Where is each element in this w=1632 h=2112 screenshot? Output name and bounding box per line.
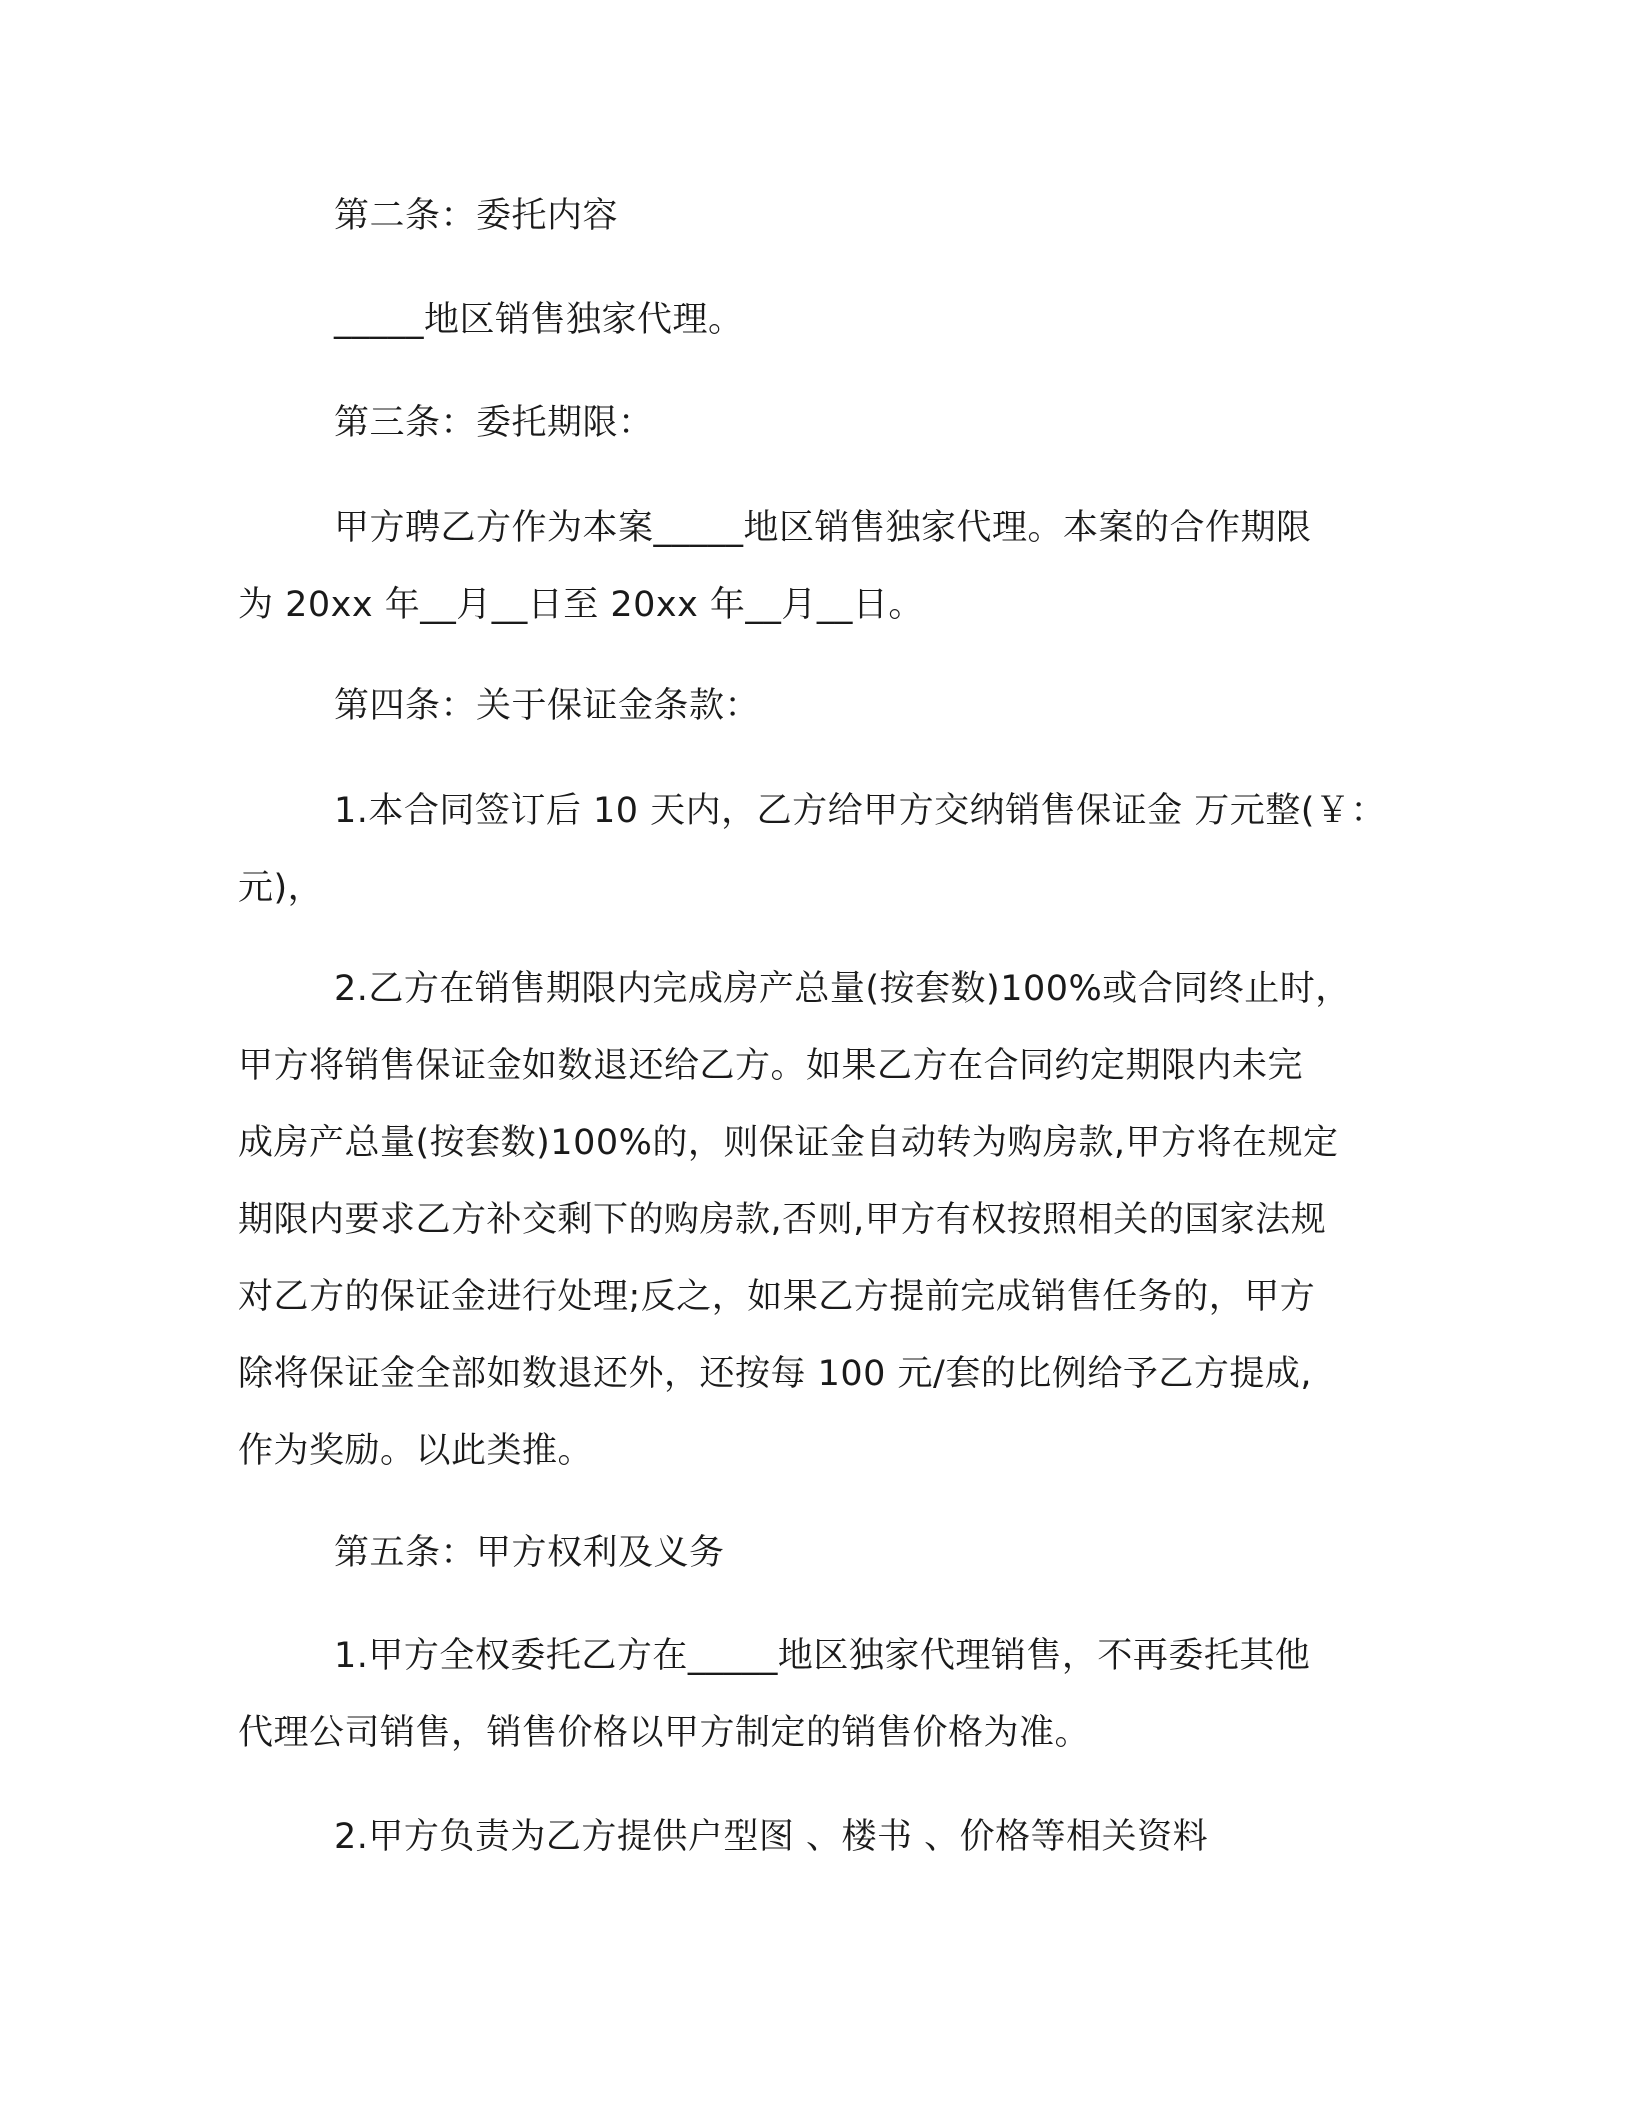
text-line: 第三条：委托期限： (334, 403, 654, 443)
article5-item1 (238, 1618, 1408, 1772)
text-line: 1.本合同签订后 10 天内，乙方给甲方交纳销售保证金 万元整(￥： (334, 791, 1386, 831)
text-line: 第二条：委托内容 (334, 196, 619, 236)
article3-heading (238, 385, 1408, 462)
article3-body (238, 490, 1408, 644)
text-line: 2.甲方负责为乙方提供户型图 、楼书 、价格等相关资料 (334, 1817, 1209, 1857)
text-line: 甲方将销售保证金如数退还给乙方。如果乙方在合同约定期限内未完 (238, 1046, 1304, 1086)
text-line: 第五条：甲方权利及义务 (334, 1533, 725, 1573)
text-line: 除将保证金全部如数退还外，还按每 100 元/套的比例给予乙方提成, (238, 1354, 1312, 1394)
article5-heading (238, 1515, 1408, 1592)
article2-body (238, 282, 1408, 359)
article4-heading (238, 668, 1408, 745)
text-line: 2.乙方在销售期限内完成房产总量(按套数)100%或合同终止时， (334, 969, 1351, 1009)
article5-item2 (238, 1799, 1408, 1876)
text-line: 对乙方的保证金进行处理;反之，如果乙方提前完成销售任务的，甲方 (238, 1277, 1316, 1317)
article2-heading (238, 178, 1408, 255)
text-line: 1.甲方全权委托乙方在_____地区独家代理销售，不再委托其他 (334, 1636, 1311, 1676)
text-line: 为 20xx 年__月__日至 20xx 年__月__日。 (238, 585, 924, 625)
article4-item1 (238, 773, 1408, 927)
text-line: 第四条：关于保证金条款： (334, 686, 761, 726)
text-line: _____地区销售独家代理。 (334, 300, 744, 340)
text-line: 代理公司销售，销售价格以甲方制定的销售价格为准。 (238, 1713, 1091, 1753)
article4-item2 (238, 951, 1408, 1490)
text-line: 甲方聘乙方作为本案_____地区销售独家代理。本案的合作期限 (334, 508, 1312, 548)
text-line: 元)， (238, 868, 324, 908)
text-line: 期限内要求乙方补交剩下的购房款,否则,甲方有权按照相关的国家法规 (238, 1200, 1327, 1240)
text-line: 作为奖励。以此类推。 (238, 1431, 594, 1471)
text-line: 成房产总量(按套数)100%的，则保证金自动转为购房款,甲方将在规定 (238, 1123, 1339, 1163)
